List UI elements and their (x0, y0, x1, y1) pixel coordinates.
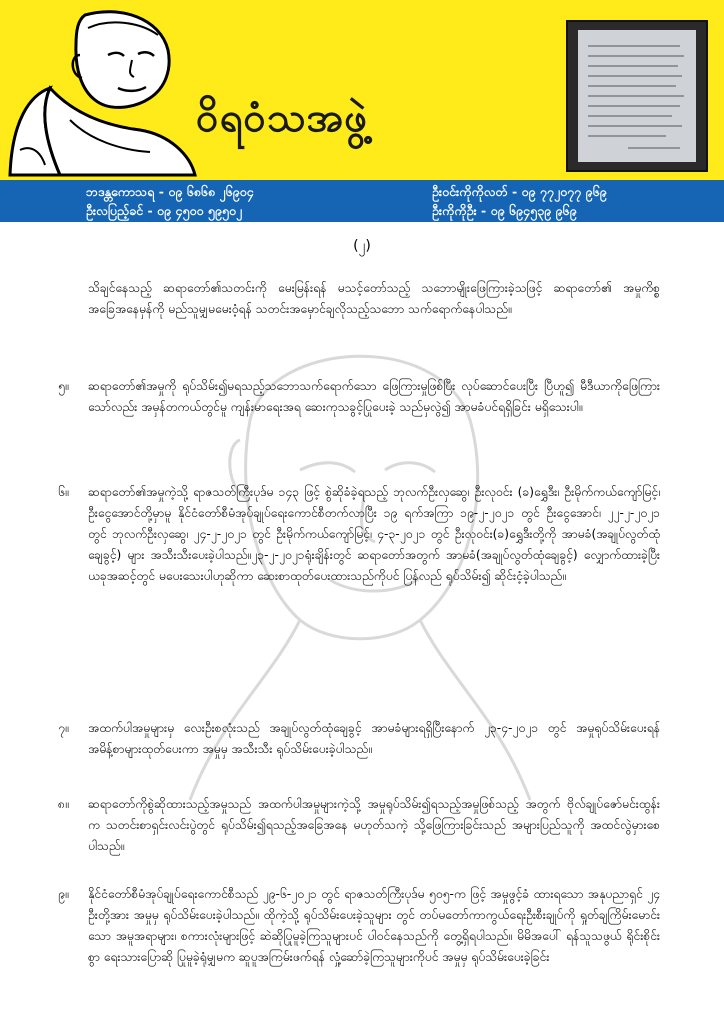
contact-line: ဦးကိုကိုဦး - ၀၉ ၆၉၄၅၃၉ ၉၆၉ (432, 203, 577, 218)
paragraph: ဆရာတော်၏အမှုကို ရုပ်သိမ်း၍မရသည့်သဘောသက်ရောက်သော ဖြေကြားမှုဖြစ်ပြီး လုပ်ဆောင်ပေးပြီး ပြီဟူ၍ မီဒီယာကိုဖြေကြားသော်လည်း အမှန်တကယ်တွင်မူ ကျန်းမာရေးအရ ဆေးကုသခွင့်ပြုပေးခဲ့ သည်မှလွဲ၍ အာမခံပင်ရရှိခြင်း မရှိသေးပါ။ (88, 379, 660, 414)
contact-line: ဦးဝင်းကိုကိုလတ် - ၀၉ ၇၇၂၀၇၇ ၉၆၉ (432, 184, 607, 199)
paragraph-number: ၈။ (58, 797, 69, 811)
paragraph-number: ၉။ (58, 887, 69, 901)
paragraph: ဆရာတော်၏အမှုကဲ့သို့ ရာဇသတ်ကြီးပုဒ်မ ၁၄၃ ဖြင့် စွဲဆိုခံခဲ့ရသည့် ဘုလက်ဦးလှဆွေ၊ ဦးလုဝင်း (ခ)ရွှေဒီး၊ ဦးမိုက်ကယ်ကျော်မြင့်၊ ဦးငွေအောင်တို့မှာမူ နိုင်ငံတော်စီမံအုပ်ချုပ်ရေးကောင်စီတက်လာပြီး ၁၉ ရက်အကြာ ၁၉-၂-၂၀၂၁ တွင် ဦးငွေအောင်၊ ၂၂-၂-၂၀၂၁ တွင် ဘုလက်ဦးလှဆွေ၊ ၂၄-၂-၂၀၂၁ တွင် ဦးမိုက်ကယ်ကျော်မြင့်၊ ၄-၃-၂၀၂၁ တွင် ဦးလုဝင်း(ခ)ရွှေဒီးတို့ကို အာမခံ(အချုပ်လွတ်ထုံချေခွင့်) များ အသီးသီးပေးခဲ့ပါသည်။၂၃-၂-၂၀၂၁ရုံးချိန်းတွင် ဆရာတော်အတွက် အာမခံ(အချုပ်လွတ်ထုံချေခွင့်) လျှောက်ထားခဲ့ပြီး ယခုအဆင့်တွင် မပေးသေးပါဟုဆိုကာ ဆေးစာထုတ်ပေးထားသည်ကိုပင် ပြန်လည် ရုပ်သိမ်း၍ ဆိုင်းငံ့ခဲ့ပါသည်။ (88, 485, 660, 583)
letter-photo (566, 20, 708, 172)
paragraph-number: ၆။ (58, 485, 69, 499)
paragraph: အထက်ပါအမှုများမှ လေးဦးစလုံးသည် အချုပ်လွတ်ထုံချေခွင့် အာမခံများရရှိပြီးနောက် ၂၃-၄-၂၀၂၁ တွင် အမှုရုပ်သိမ်းပေးရန် အမိန့်စာများထုတ်ပေးကာ အမှုမှ အသီးသီး ရုပ်သိမ်းပေးခဲ့ပါသည်။ (88, 721, 660, 756)
letter-page-image (568, 22, 706, 170)
contact-bar (0, 180, 724, 222)
page-number: (၂) (353, 238, 371, 254)
paragraph-number: ၅။ (58, 379, 69, 393)
contact-line: ဦးလပြည့်ခင် - ၀၉ ၄၅၀၀ ၅၉၅၀၂ (86, 203, 243, 218)
letterhead (0, 0, 724, 180)
paragraph: သိချင်နေသည့် ဆရာတော်၏သတင်းကို မေးမြန်းရန် မသင့်တော်သည့် သဘောမျိုးဖြေကြားခဲ့သဖြင့် ဆရာတော်၏ အမှုကိစ္စအခြေအနေမှန်ကို မည်သူမျှမမေးဝံ့ရန် သတင်းအမှောင်ချလိုသည့်သဘော သက်ရောက်နေပါသည်။ (88, 281, 660, 316)
paragraph: ဆရာတော်ကိုစွဲဆိုထားသည့်အမှုသည် အထက်ပါအမှုများကဲ့သို့ အမှုရုပ်သိမ်း၍ရသည့်အမှုဖြစ်သည့် အတွက် ဗိုလ်ချုပ်ဇော်မင်းထွန်းက သတင်းစာရှင်းလင်းပွဲတွင် ရုပ်သိမ်း၍ရသည့်အခြေအနေ မဟုတ်သကဲ့ သို့ဖြေကြားခြင်းသည် အများပြည်သူကို အထင်လွဲမှားစေပါသည်။ (88, 797, 660, 853)
contact-line: ဘဒန္တကောသရ - ၀၉ ၆၈၆၈ ၂၆၉၀၄ (86, 184, 254, 199)
organization-name: ဝိရဝံသအဖွဲ့ (196, 94, 369, 141)
paragraph-number: ၇။ (58, 721, 69, 735)
paragraph: နိုင်ငံတော်စီမံအုပ်ချုပ်ရေးကောင်စီသည် ၂၉-၆-၂၀၂၁ တွင် ရာဇသတ်ကြီးပုဒ်မ ၅၀၅-က ဖြင့် အမှုဖွင့်ခံ ထားရသော အနုပညာရှင် ၂၄ ဦးတို့အား အမှုမှ ရုပ်သိမ်းပေးခဲ့ပါသည်။ ထိုကဲ့သို့ ရုပ်သိမ်းပေးခဲ့သူများ တွင် တပ်မတော်ကာကွယ်ရေးဦးစီးချုပ်ကို ရှုတ်ချကြိမ်းမောင်းသော အမူအရာများ၊ စကားလုံးများဖြင့် ဆဲဆိုပြုမူခဲ့ကြသူများပင် ပါဝင်နေသည်ကို တွေ့ရှိရပါသည်။ မိမိအပေါ် ရန်သူသဖွယ် ရိုင်းစိုင်းစွာ ရေးသားပြောဆို ပြုမူခဲ့ရုံမျှမက ဆူပူအကြမ်းဖက်ရန် လှုံ့ဆော်ခဲ့ကြသူများကိုပင် အမှုမှ ရုပ်သိမ်းပေးခဲ့ခြင်း (88, 887, 660, 964)
monk-portrait-drawing (0, 0, 200, 180)
